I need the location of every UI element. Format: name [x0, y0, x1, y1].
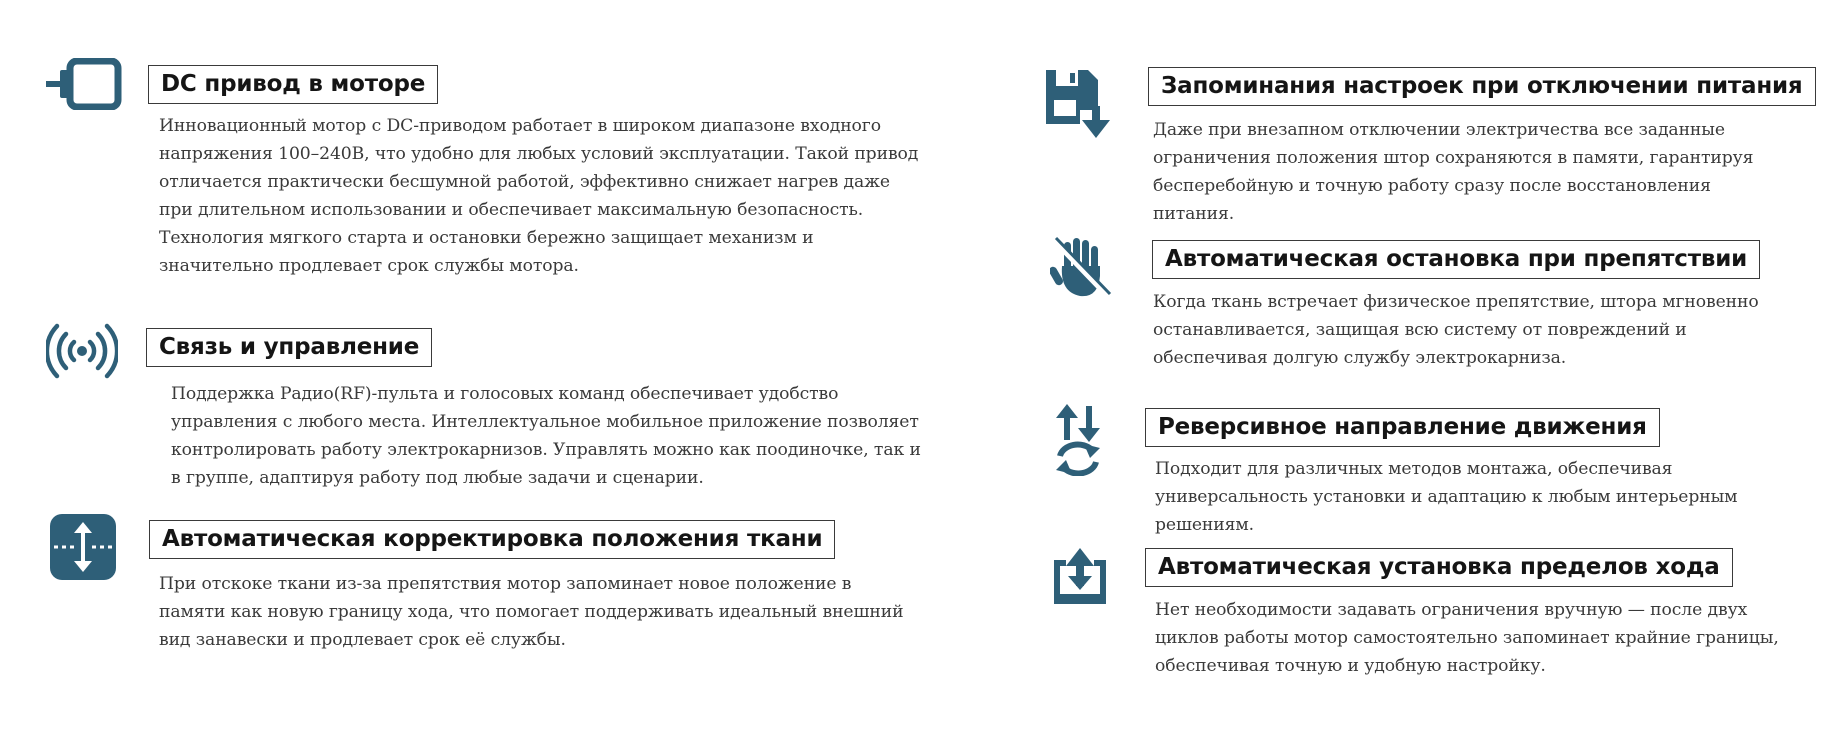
feature-description: Когда ткань встречает физическое препятствие, штора мгновенно останавливается, защищая всю систему от повреждений и обеспечивая долгую службу электрокарниза.: [1153, 292, 1759, 368]
motor-plug-icon: [44, 58, 124, 110]
feature-title: DC привод в моторе: [148, 65, 438, 104]
feature-description: Поддержка Радио(RF)-пульта и голосовых команд обеспечивает удобство управления с любого места. Интеллектуальное мобильное приложение позволяет контролировать работу электрокарнизов. Управлять можно как поодиночке, так и в группе, адаптируя работу под любые задачи и сценарии.: [171, 384, 921, 488]
feature-title: Связь и управление: [146, 328, 432, 367]
feature-description: При отскоке ткани из-за препятствия мотор запоминает новое положение в памяти как новую границу хода, что помогает поддерживать идеальный внешний вид занавески и продлевает срок её службы.: [159, 574, 904, 650]
feature-description: Подходит для различных методов монтажа, обеспечивая универсальность установки и адаптацию к любым интерьерным решениям.: [1155, 459, 1738, 535]
radio-signal-icon: [46, 322, 118, 380]
feature-description: Нет необходимости задавать ограничения вручную — после двух циклов работы мотор самостоятельно запоминает крайние границы, обеспечивая точную и удобную настройку.: [1155, 600, 1779, 676]
feature-title: Автоматическая корректировка положения ткани: [149, 520, 835, 559]
reverse-direction-icon: [1046, 404, 1112, 476]
feature-description: Инновационный мотор с DC-приводом работает в широком диапазоне входного напряжения 100–240В, что удобно для любых условий эксплуатации. Такой привод отличается практически бесшумной работой, эффективно снижает нагрев даже при длительном использовании и обеспечивает максимальную безопасность. Технология мягкого старта и остановки бережно защищает механизм и значительно продлевает срок службы мотора.: [159, 116, 919, 276]
save-memory-icon: [1046, 68, 1114, 140]
feature-description: Даже при внезапном отключении электричества все заданные ограничения положения штор сохраняются в памяти, гарантируя бесперебойную и точную работу сразу после восстановления питания.: [1153, 120, 1754, 224]
auto-limit-icon: [1050, 546, 1110, 608]
feature-title: Автоматическая остановка при препятствии: [1152, 240, 1760, 279]
feature-title: Реверсивное направление движения: [1145, 408, 1660, 447]
feature-title: Запоминания настроек при отключении питания: [1148, 67, 1816, 106]
vertical-adjust-icon: [50, 514, 116, 580]
hand-stop-icon: [1050, 236, 1112, 300]
feature-title: Автоматическая установка пределов хода: [1145, 548, 1733, 587]
